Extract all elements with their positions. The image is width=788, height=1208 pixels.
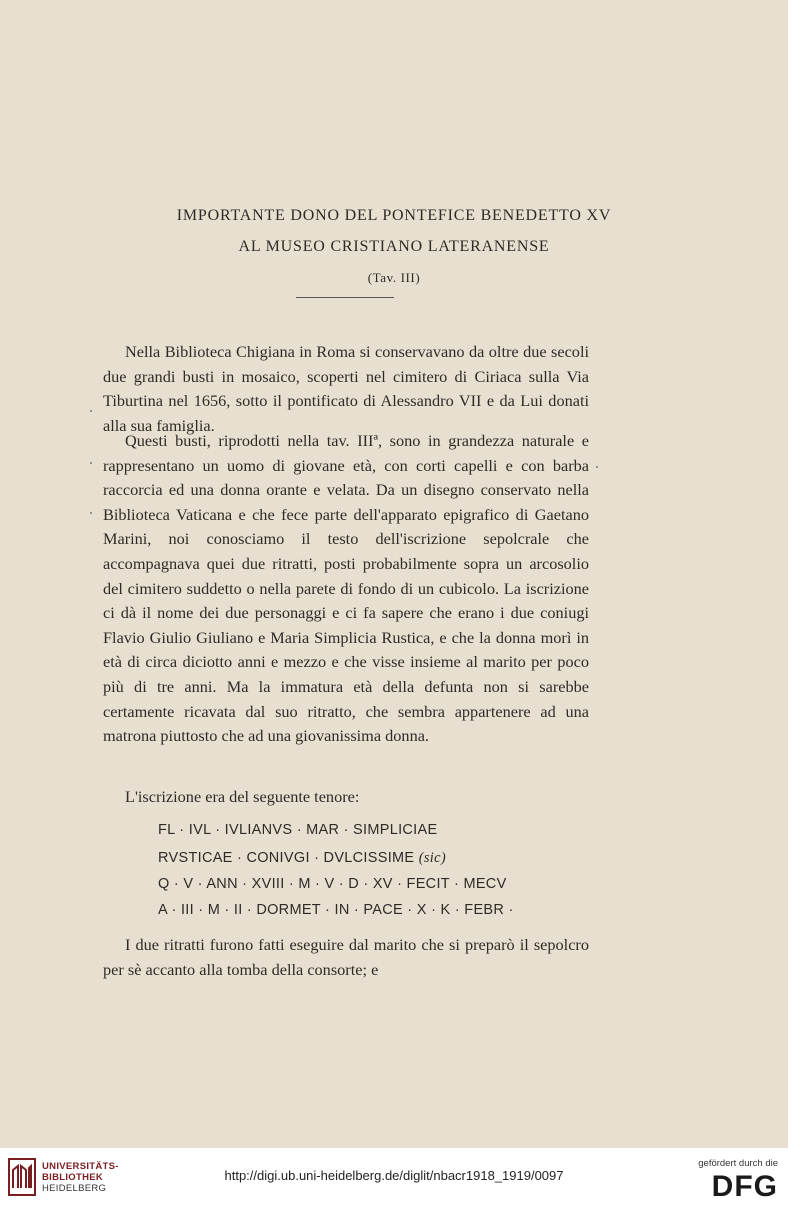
library-line-1: UNIVERSITÄTS- <box>42 1161 119 1172</box>
permalink[interactable]: http://digi.ub.uni-heidelberg.de/diglit/nbacr1918_1919/0097 <box>224 1168 564 1183</box>
library-line-3: HEIDELBERG <box>42 1183 107 1194</box>
title-line-2: AL MUSEO CRISTIANO LATERANENSE <box>238 238 550 255</box>
inscription-line-4: A · III · M · II · DORMET · IN · PACE · X · K · FEBR · <box>158 902 514 918</box>
paragraph-3: L'iscrizione era del seguente tenore: <box>125 787 360 806</box>
speck <box>596 466 598 468</box>
title-line-1: IMPORTANTE DONO DEL PONTEFICE BENEDETTO XV <box>176 207 612 224</box>
title-divider <box>296 297 394 298</box>
paragraph-4: I due ritratti furono fatti eseguire dal marito che si preparò il sepolcro per sè accanto alla tomba della consorte; e <box>103 935 589 979</box>
paragraph-2: Questi busti, riprodotti nella tav. IIIª, sono in grandezza naturale e rappresentano un uomo di giovane età, con corti capelli e con barba raccorcia ed una donna orante e velata. Da un disegno conservato nella Biblioteca Vaticana e che fece parte dell'apparato epigrafico di Gaetano Marini, noi conosciamo il testo dell'iscrizione sepolcrale che accompagnava quei due ritratti, posti probabilmente sopra un arcosolio del cimitero suddetto o nella parete di fondo di un cubicolo. La iscrizione ci dà il nome dei due personaggi e ci fa sapere che erano i due coniugi Flavio Giulio Giuliano e Maria Simplicia Rustica, e che la donna morì in età di circa diciotto anni e mezzo e che visse insieme al marito per poco più di tre anni. Ma la immatura età della defunta non si sarebbe certamente ricavata dal suo ritratto, che sembra appartenere ad una matrona piuttosto che ad una giovanissima donna. <box>103 431 589 746</box>
speck <box>90 512 92 514</box>
inscription-line-2-text: RVSTICAE · CONIVGI · DVLCISSIME <box>158 850 415 866</box>
inscription-line-2 <box>158 850 588 867</box>
dfg-logo: DFG <box>711 1170 778 1203</box>
speck <box>90 462 92 464</box>
sic-note: (sic) <box>418 850 446 866</box>
funded-by-label: gefördert durch die <box>698 1158 778 1169</box>
speck <box>90 410 92 412</box>
inscription-line-3: Q · V · ANN · XVIII · M · V · D · XV · FECIT · MECV <box>158 876 507 892</box>
plate-reference: (Tav. III) <box>367 270 421 285</box>
library-line-2: BIBLIOTHEK <box>42 1172 104 1183</box>
paragraph-1: Nella Biblioteca Chigiana in Roma si conservavano da oltre due secoli due grandi busti in mosaico, scoperti nel cimitero di Ciriaca sulla Via Tiburtina nel 1656, sotto il pontificato di Alessandro VII e da Lui donati alla sua famiglia. <box>103 342 589 435</box>
footer-bar <box>0 1148 788 1208</box>
inscription-line-1: FL · IVL · IVLIANVS · MAR · SIMPLICIAE <box>158 822 438 838</box>
